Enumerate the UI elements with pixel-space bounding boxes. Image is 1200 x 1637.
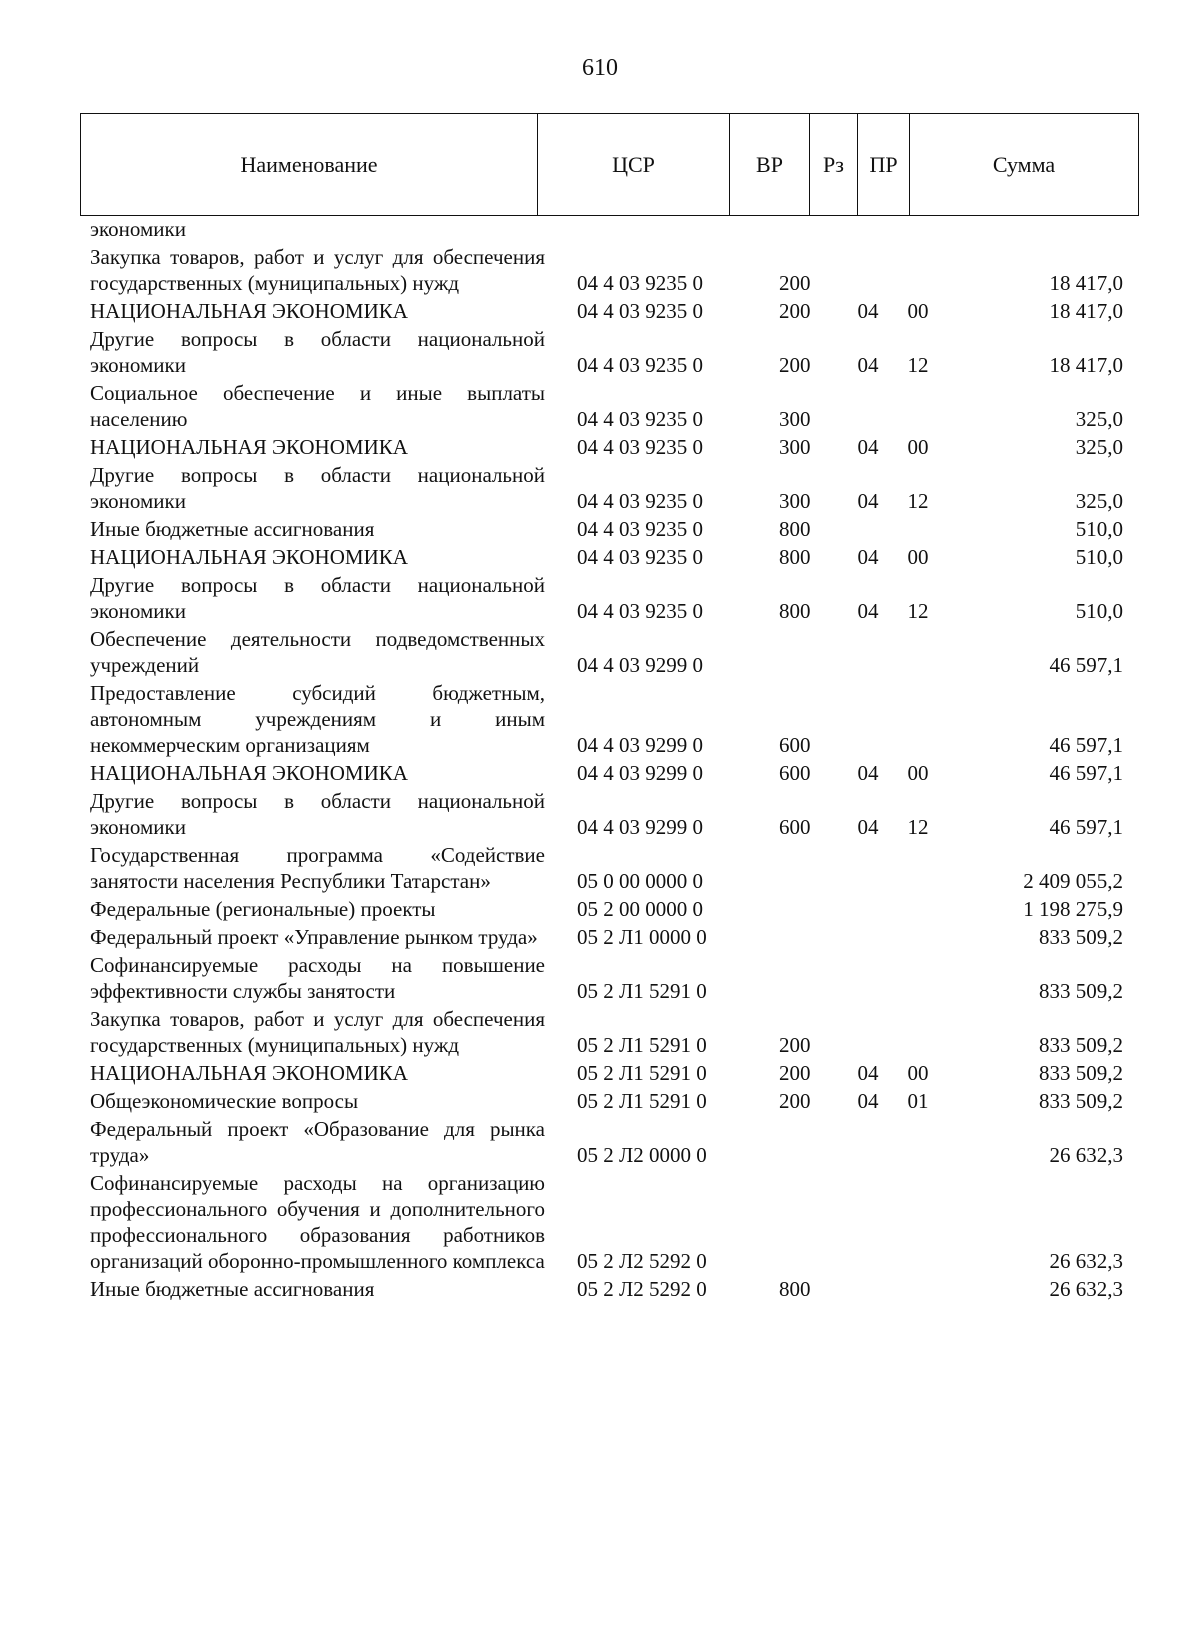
header-csr: ЦСР bbox=[538, 114, 730, 216]
row-name: Обеспечение деятельности подведомственных учреждений bbox=[90, 627, 545, 677]
row-csr: 04 4 03 9299 0 bbox=[577, 653, 703, 677]
row-sum: 46 597,1 bbox=[1049, 653, 1123, 677]
table-row bbox=[0, 572, 1200, 624]
row-sum: 26 632,3 bbox=[1049, 1249, 1123, 1273]
row-name: НАЦИОНАЛЬНАЯ ЭКОНОМИКА bbox=[90, 1061, 408, 1085]
table-row bbox=[0, 680, 1200, 758]
row-sum: 833 509,2 bbox=[1039, 979, 1123, 1003]
row-vr: 200 bbox=[779, 1061, 811, 1085]
table-row bbox=[0, 544, 1200, 570]
row-csr: 04 4 03 9299 0 bbox=[577, 761, 703, 785]
table-row bbox=[0, 1088, 1200, 1114]
row-name: Иные бюджетные ассигнования bbox=[90, 517, 375, 541]
row-name: НАЦИОНАЛЬНАЯ ЭКОНОМИКА bbox=[90, 761, 408, 785]
row-name: Федеральный проект «Образование для рынка труда» bbox=[90, 1117, 545, 1167]
row-sum: 325,0 bbox=[1075, 489, 1123, 513]
row-pr: 00 bbox=[907, 1061, 929, 1085]
row-name: экономики bbox=[90, 217, 186, 241]
header-sum: Сумма bbox=[910, 114, 1139, 216]
row-pr: 00 bbox=[907, 299, 929, 323]
row-csr: 04 4 03 9235 0 bbox=[577, 299, 703, 323]
table-row bbox=[0, 842, 1200, 894]
table-body bbox=[0, 216, 1200, 1304]
row-name: НАЦИОНАЛЬНАЯ ЭКОНОМИКА bbox=[90, 299, 408, 323]
row-sum: 18 417,0 bbox=[1049, 353, 1123, 377]
table-row bbox=[0, 380, 1200, 432]
table-row bbox=[0, 216, 1200, 242]
row-vr: 200 bbox=[779, 271, 811, 295]
row-name: Софинансируемые расходы на повышение эффективности службы занятости bbox=[90, 953, 545, 1003]
table-row bbox=[0, 788, 1200, 840]
row-csr: 04 4 03 9235 0 bbox=[577, 435, 703, 459]
row-sum: 833 509,2 bbox=[1039, 925, 1123, 949]
row-csr: 05 2 Л1 5291 0 bbox=[577, 1033, 707, 1057]
row-rz: 04 bbox=[857, 435, 879, 459]
row-pr: 12 bbox=[907, 599, 929, 623]
row-name: Федеральный проект «Управление рынком труда» bbox=[90, 925, 538, 949]
row-name: НАЦИОНАЛЬНАЯ ЭКОНОМИКА bbox=[90, 435, 408, 459]
row-csr: 05 0 00 0000 0 bbox=[577, 869, 703, 893]
table-header bbox=[80, 113, 1139, 216]
row-name: Федеральные (региональные) проекты bbox=[90, 897, 436, 921]
row-name: Государственная программа «Содействие занятости населения Республики Татарстан» bbox=[90, 843, 545, 893]
row-csr: 04 4 03 9299 0 bbox=[577, 733, 703, 757]
table-row bbox=[0, 1170, 1200, 1274]
row-csr: 05 2 Л2 5292 0 bbox=[577, 1277, 707, 1301]
row-csr: 05 2 Л1 5291 0 bbox=[577, 1089, 707, 1113]
row-pr: 12 bbox=[907, 815, 929, 839]
row-pr: 12 bbox=[907, 489, 929, 513]
row-vr: 800 bbox=[779, 545, 811, 569]
table-row bbox=[0, 434, 1200, 460]
row-sum: 510,0 bbox=[1075, 545, 1123, 569]
row-name: Софинансируемые расходы на организацию профессионального обучения и дополнительного профессионального образования работников организаций оборонно-промышленного комплекса bbox=[90, 1171, 545, 1273]
row-sum: 325,0 bbox=[1075, 407, 1123, 431]
row-name: Социальное обеспечение и иные выплаты населению bbox=[90, 381, 545, 431]
row-name: Другие вопросы в области национальной экономики bbox=[90, 573, 545, 623]
row-csr: 04 4 03 9235 0 bbox=[577, 271, 703, 295]
row-csr: 05 2 Л1 5291 0 bbox=[577, 979, 707, 1003]
row-rz: 04 bbox=[857, 815, 879, 839]
header-name: Наименование bbox=[81, 114, 538, 216]
row-sum: 1 198 275,9 bbox=[1023, 897, 1123, 921]
row-name: Другие вопросы в области национальной экономики bbox=[90, 789, 545, 839]
table-row bbox=[0, 244, 1200, 296]
table-row bbox=[0, 1276, 1200, 1302]
row-name: Предоставление субсидий бюджетным, автономным учреждениям и иным некоммерческим организациям bbox=[90, 681, 545, 757]
row-vr: 800 bbox=[779, 517, 811, 541]
row-csr: 05 2 00 0000 0 bbox=[577, 897, 703, 921]
table-row bbox=[0, 462, 1200, 514]
row-vr: 600 bbox=[779, 733, 811, 757]
row-pr: 00 bbox=[907, 545, 929, 569]
row-vr: 600 bbox=[779, 815, 811, 839]
row-sum: 325,0 bbox=[1075, 435, 1123, 459]
row-sum: 46 597,1 bbox=[1049, 733, 1123, 757]
table-row bbox=[0, 516, 1200, 542]
row-sum: 2 409 055,2 bbox=[1023, 869, 1123, 893]
row-pr: 12 bbox=[907, 353, 929, 377]
row-csr: 05 2 Л1 0000 0 bbox=[577, 925, 707, 949]
row-vr: 300 bbox=[779, 489, 811, 513]
row-pr: 01 bbox=[907, 1089, 929, 1113]
row-csr: 04 4 03 9235 0 bbox=[577, 489, 703, 513]
row-csr: 05 2 Л1 5291 0 bbox=[577, 1061, 707, 1085]
row-rz: 04 bbox=[857, 761, 879, 785]
row-vr: 200 bbox=[779, 299, 811, 323]
row-sum: 833 509,2 bbox=[1039, 1089, 1123, 1113]
table-row bbox=[0, 626, 1200, 678]
row-csr: 04 4 03 9235 0 bbox=[577, 599, 703, 623]
row-vr: 800 bbox=[779, 599, 811, 623]
header-pr: ПР bbox=[858, 114, 910, 216]
row-name: Закупка товаров, работ и услуг для обеспечения государственных (муниципальных) нужд bbox=[90, 245, 545, 295]
table-row bbox=[0, 1060, 1200, 1086]
row-vr: 200 bbox=[779, 1089, 811, 1113]
row-csr: 04 4 03 9235 0 bbox=[577, 407, 703, 431]
row-sum: 18 417,0 bbox=[1049, 299, 1123, 323]
row-rz: 04 bbox=[857, 1089, 879, 1113]
row-csr: 04 4 03 9235 0 bbox=[577, 353, 703, 377]
row-pr: 00 bbox=[907, 435, 929, 459]
table-row bbox=[0, 896, 1200, 922]
row-csr: 04 4 03 9299 0 bbox=[577, 815, 703, 839]
table-row bbox=[0, 952, 1200, 1004]
table-row bbox=[0, 1116, 1200, 1168]
row-sum: 510,0 bbox=[1075, 599, 1123, 623]
row-vr: 300 bbox=[779, 435, 811, 459]
page-number: 610 bbox=[582, 55, 618, 81]
table-row bbox=[0, 1006, 1200, 1058]
row-vr: 300 bbox=[779, 407, 811, 431]
row-csr: 04 4 03 9235 0 bbox=[577, 517, 703, 541]
row-vr: 200 bbox=[779, 353, 811, 377]
row-name: Другие вопросы в области национальной экономики bbox=[90, 463, 545, 513]
row-csr: 04 4 03 9235 0 bbox=[577, 545, 703, 569]
row-vr: 200 bbox=[779, 1033, 811, 1057]
row-name: Иные бюджетные ассигнования bbox=[90, 1277, 375, 1301]
row-sum: 26 632,3 bbox=[1049, 1277, 1123, 1301]
row-sum: 18 417,0 bbox=[1049, 271, 1123, 295]
row-csr: 05 2 Л2 0000 0 bbox=[577, 1143, 707, 1167]
row-rz: 04 bbox=[857, 545, 879, 569]
row-rz: 04 bbox=[857, 299, 879, 323]
row-vr: 800 bbox=[779, 1277, 811, 1301]
row-rz: 04 bbox=[857, 1061, 879, 1085]
row-rz: 04 bbox=[857, 353, 879, 377]
row-name: Закупка товаров, работ и услуг для обеспечения государственных (муниципальных) нужд bbox=[90, 1007, 545, 1057]
row-sum: 26 632,3 bbox=[1049, 1143, 1123, 1167]
row-rz: 04 bbox=[857, 489, 879, 513]
row-pr: 00 bbox=[907, 761, 929, 785]
row-name: Общеэкономические вопросы bbox=[90, 1089, 359, 1113]
row-csr: 05 2 Л2 5292 0 bbox=[577, 1249, 707, 1273]
row-sum: 46 597,1 bbox=[1049, 815, 1123, 839]
header-rz: Рз bbox=[810, 114, 858, 216]
row-name: НАЦИОНАЛЬНАЯ ЭКОНОМИКА bbox=[90, 545, 408, 569]
row-vr: 600 bbox=[779, 761, 811, 785]
table-row bbox=[0, 326, 1200, 378]
table-row bbox=[0, 298, 1200, 324]
header-vr: ВР bbox=[730, 114, 810, 216]
row-sum: 510,0 bbox=[1075, 517, 1123, 541]
row-sum: 833 509,2 bbox=[1039, 1033, 1123, 1057]
table-row bbox=[0, 924, 1200, 950]
row-name: Другие вопросы в области национальной экономики bbox=[90, 327, 545, 377]
row-rz: 04 bbox=[857, 599, 879, 623]
table-row bbox=[0, 760, 1200, 786]
row-sum: 46 597,1 bbox=[1049, 761, 1123, 785]
row-sum: 833 509,2 bbox=[1039, 1061, 1123, 1085]
